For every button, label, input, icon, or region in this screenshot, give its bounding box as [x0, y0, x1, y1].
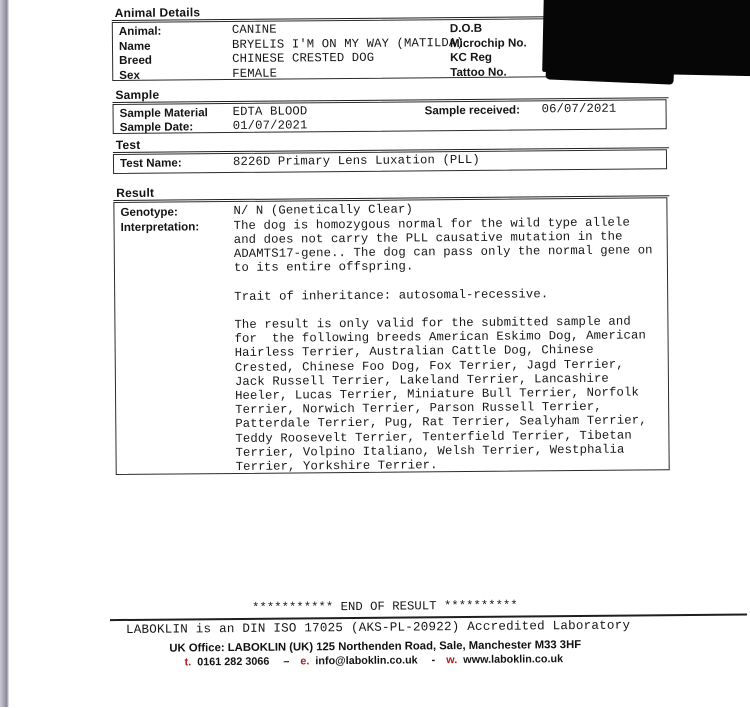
genotype-label: Genotype:	[120, 205, 178, 219]
tattoo-label: Tattoo No.	[450, 65, 507, 79]
end-of-result-line: *********** END OF RESULT **********	[252, 598, 518, 615]
genotype-value: N/ N (Genetically Clear)	[233, 202, 414, 218]
microchip-label: Microchip No.	[449, 35, 527, 50]
name-label: Name	[118, 39, 151, 53]
interpretation-text: The dog is homozygous normal for the wild type allele and does not carry the PLL causative mutation in the ADAMTS17-gene.. The dog can pass only the normal gene on to its entire offspring. Trait of inheritance: autosomal-recessive. The result is only valid for the submitted sample and for the following breeds American Eskimo Dog, American Hairless Terrier, Australian Cattle Dog, Chinese Crested, Chinese Foo Dog, Fox Terrier, Jagd Terrier, Jack Russell Terrier, Lakeland Terrier, Lancashire Heeler, Lucas Terrier, Miniature Bull Terrier, Norfolk Terrier, Norwich Terrier, Parson Russell Terrier, Patterdale Terrier, Pug, Rat Terrier, Sealyham Terrier, Teddy Roosevelt Terrier, Tenterfield Terrier, Tibetan Terrier, Volpino Italiano, Welsh Terrier, Westphalia Terrier, Yorkshire Terrier.	[233, 215, 653, 474]
sample-material-value: EDTA BLOOD	[232, 104, 308, 119]
sample-received-value: 06/07/2021	[541, 101, 617, 117]
phone-number[interactable]: 0161 282 3066	[197, 655, 270, 669]
result-box	[113, 197, 669, 475]
sample-date-label: Sample Date:	[119, 120, 194, 134]
phone-prefix: t.	[184, 656, 192, 669]
interpretation-label: Interpretation:	[120, 219, 200, 234]
sample-received-label: Sample received:	[424, 103, 521, 118]
sex-value: FEMALE	[232, 66, 278, 81]
web-prefix: w.	[446, 654, 458, 667]
breed-label: Breed	[119, 53, 153, 67]
test-name-value: 8226D Primary Lens Luxation (PLL)	[232, 152, 480, 169]
contact-separator-1: –	[283, 655, 290, 668]
email-prefix: e.	[300, 655, 310, 668]
test-box	[113, 149, 667, 174]
result-heading: Result	[116, 185, 155, 201]
email-address[interactable]: info@laboklin.co.uk	[315, 654, 418, 668]
accreditation-line: LABOKLIN is an DIN ISO 17025 (AKS-PL-20922) Accredited Laboratory	[125, 618, 631, 637]
animal-details-heading: Animal Details	[114, 5, 201, 21]
sample-date-value: 01/07/2021	[232, 118, 308, 133]
uk-office-line: UK Office: LABOKLIN (UK) 125 Northenden Road, Sale, Manchester M33 3HF	[169, 638, 582, 655]
sex-label: Sex	[119, 68, 140, 82]
website-url[interactable]: www.laboklin.co.uk	[463, 653, 564, 667]
contact-separator-2: -	[431, 654, 436, 667]
kc-reg-label: KC Reg	[450, 50, 493, 65]
sample-heading: Sample	[115, 87, 160, 103]
redaction-box-blob	[546, 53, 675, 84]
animal-label: Animal:	[118, 24, 162, 38]
name-value: BRYELIS I'M ON MY WAY (MATILDA)	[231, 35, 464, 52]
breed-value: CHINESE CRESTED DOG	[232, 50, 375, 67]
animal-value: CANINE	[231, 22, 277, 38]
dob-label: D.O.B	[449, 21, 483, 36]
test-name-label: Test Name:	[119, 156, 182, 170]
sample-material-label: Sample Material	[119, 106, 208, 120]
sample-box	[112, 99, 666, 134]
test-heading: Test	[115, 137, 141, 153]
